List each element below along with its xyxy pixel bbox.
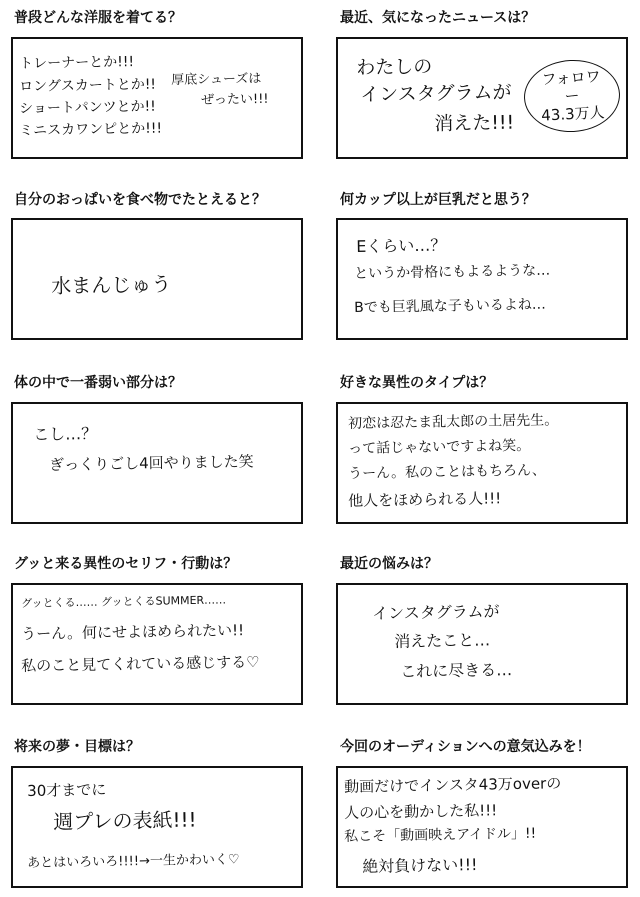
answer-7-line-1: グッとくる…… グッとくるSUMMER……: [21, 593, 227, 610]
answer-10-line-3: 私こそ「動画映えアイドル」!!: [344, 825, 537, 845]
question-5: 体の中で一番弱い部分は？: [14, 375, 182, 391]
answer-7-line-3: 私のこと見てくれている感じする♡: [21, 652, 260, 675]
answer-1-line-4: ミニスカワンピとか!!!: [19, 120, 163, 139]
answer-2-note-bubble: [522, 58, 622, 135]
answer-box-4: [336, 218, 628, 340]
question-9: 将来の夢・目標は？: [14, 739, 140, 755]
answer-9-line-2: 週プレの表紙!!!: [53, 807, 197, 834]
answer-8-line-1: インスタグラムが: [372, 601, 500, 623]
answer-6-line-3: うーん。私のことはもちろん、: [348, 462, 546, 482]
answer-9-line-3: あとはいろいろ!!!!→一生かわいく♡: [27, 852, 240, 871]
answer-10-line-2: 人の心を動かした私!!!: [344, 801, 498, 822]
answer-box-7: [11, 583, 303, 705]
answer-9-line-1: 30才までに: [27, 780, 107, 800]
answer-5-line-2: ぎっくりごし4回やりました笑: [49, 452, 254, 474]
question-7: グッと来る異性のセリフ・行動は？: [14, 556, 238, 572]
answer-2-line-3: 消えた!!!: [434, 111, 515, 135]
question-6: 好きな異性のタイプは？: [340, 375, 494, 391]
answer-2-line-1: わたしの: [356, 55, 433, 79]
answer-1-line-1: トレーナーとか!!!: [19, 53, 135, 72]
answer-4-line-1: Eくらい…？: [356, 235, 447, 256]
answer-6-line-2: って話じゃないですよね笑。: [348, 437, 531, 457]
answer-8-line-2: 消えたこと…: [394, 630, 491, 651]
answer-10-line-1: 動画だけでインスタ43万overの: [344, 774, 562, 796]
answer-1-line-2: ロングスカートとか!!: [19, 76, 157, 95]
answer-box-6: [336, 402, 628, 524]
answer-7-line-2: うーん。何にせよほめられたい!!: [21, 621, 245, 643]
answer-box-3: [11, 218, 303, 340]
question-8: 最近の悩みは？: [340, 556, 438, 572]
answer-1-note-2: ぜったい!!!: [201, 91, 269, 108]
answer-2-line-2: インスタグラムが: [360, 81, 512, 106]
answer-1-note-1: 厚底シューズは: [171, 71, 262, 88]
question-3: 自分のおっぱいを食べ物でたとえると？: [14, 192, 266, 208]
answer-box-1: [11, 37, 303, 159]
answer-1-line-3: ショートパンツとか!!: [19, 98, 156, 117]
question-2: 最近、気になったニュースは？: [340, 10, 536, 26]
answer-5-line-1: こし…？: [33, 423, 98, 444]
question-4: 何カップ以上が巨乳だと思う？: [340, 192, 536, 208]
answer-2-note-line-1: フォロワー: [540, 67, 602, 106]
answer-box-2: [336, 37, 628, 159]
answer-10-line-4: 絶対負けない!!!: [362, 854, 478, 876]
answer-box-8: [336, 583, 628, 705]
question-1: 普段どんな洋服を着てる？: [14, 10, 182, 26]
answer-3-line-1: 水まんじゅう: [51, 271, 172, 298]
answer-4-line-2: というか骨格にもよるような…: [354, 262, 551, 282]
answer-box-10: [336, 766, 628, 888]
answer-6-line-1: 初恋は忍たま乱太郎の土居先生。: [348, 412, 559, 432]
answer-6-line-4: 他人をほめられる人!!!: [348, 489, 502, 510]
answer-box-9: [11, 766, 303, 888]
answer-box-5: [11, 402, 303, 524]
question-10: 今回のオーディションへの意気込みを！: [340, 739, 591, 755]
answer-2-note-line-2: 43.3万人: [540, 103, 606, 125]
answer-4-line-3: Bでも巨乳風な子もいるよね…: [354, 296, 546, 316]
answer-8-line-3: これに尽きる…: [400, 660, 513, 681]
